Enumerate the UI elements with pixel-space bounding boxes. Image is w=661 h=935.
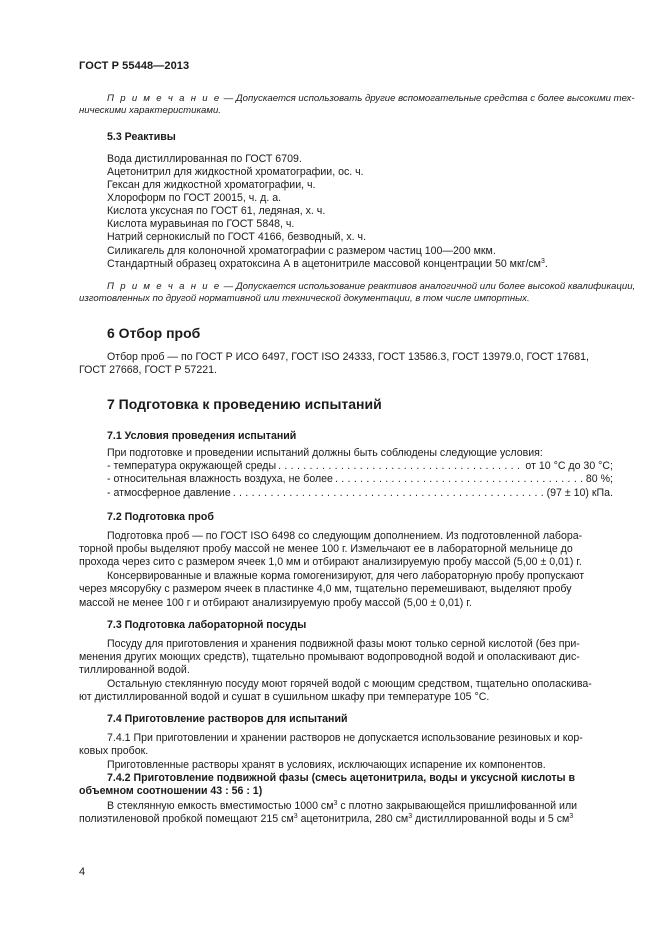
text-line: прохода через сито с размером ячеек 1,0 мм и отбирают анализируемую пробу массой (5,00 ± 0,01) г.	[79, 556, 582, 568]
section-6-text-line-2: ГОСТ 27668, ГОСТ Р 57221.	[79, 364, 217, 376]
text-line: В стеклянную емкость вместимостью 1000 $см^3$ с плотно закрывающейся пришлифованной или	[107, 800, 578, 812]
section-5-3-title: 5.3 Реактивы	[107, 131, 176, 143]
reagent-item: Силикагель для колоночной хроматографии с размером частиц 100—200 мкм.	[107, 245, 496, 257]
reagent-item: Ацетонитрил для жидкостной хроматографии, ос. ч.	[107, 166, 364, 178]
text-line: через мясорубку с размером ячеек в пластинке 4,0 мм, тщательно перемешивают, выделяют пробу	[79, 583, 572, 595]
reagent-item: Гексан для жидкостной хроматографии, ч.	[107, 179, 316, 191]
section-7-1-title: 7.1 Условия проведения испытаний	[107, 430, 297, 442]
conditions-intro: При подготовке и проведении испытаний должны быть соблюдены следующие условия:	[107, 447, 543, 459]
text-line: тиллированной водой.	[79, 664, 190, 676]
reagent-item: Кислота муравьиная по ГОСТ 5848, ч.	[107, 218, 295, 230]
standard-header: ГОСТ Р 55448—2013	[79, 60, 190, 72]
text-line: менения других моющих средств), тщательно промывают водопроводной водой и ополаскивают дис-	[79, 651, 580, 663]
text-line: Остальную стеклянную посуду моют горячей водой с моющим средством, тщательно ополаскива-	[107, 678, 592, 690]
condition-row-humidity: - относительная влажность воздуха, не более . . . 80 %;	[107, 473, 613, 486]
text-line: ют дистиллированной водой и сушат в сушильном шкафу при температуре 105 °С.	[79, 691, 490, 703]
reagent-item: Хлороформ по ГОСТ 20015, ч. д. а.	[107, 192, 282, 204]
subsection-7-4-2-title-line-2: объемном соотношении 43 : 56 : 1)	[79, 785, 263, 797]
text-line: массой не менее 100 г и отбирают анализируемую пробу массой (5,00 ± 0,01) г.	[79, 597, 472, 609]
reagent-item-standard-sample: Стандартный образец охратоксина А в ацетонитриле массовой концентрации 50 мкг/$см^3$.	[107, 258, 548, 270]
text-line: торной пробы выделяют пробу массой не менее 100 г. Измельчают ее в лабораторной мельнице до	[79, 543, 573, 555]
note-text: — Допускается использование реактивов аналогичной или более высокой квалификации,	[220, 281, 636, 292]
page-number: 4	[79, 866, 86, 878]
section-7-title: 7 Подготовка к проведению испытаний	[107, 396, 382, 412]
text-line: Подготовка проб — по ГОСТ ISO 6498 со следующим дополнением. Из подготовленной лабора-	[107, 530, 583, 542]
condition-row-temperature: - температура окружающей среды . . . от 10 °С до 30 °С;	[107, 460, 613, 473]
note-1-line-1	[107, 93, 635, 105]
note-2-line-1	[107, 281, 635, 293]
subsection-7-4-2-title-line-1: 7.4.2 Приготовление подвижной фазы (смесь ацетонитрила, воды и уксусной кислоты в	[107, 772, 576, 784]
section-7-2-title: 7.2 Подготовка проб	[107, 511, 214, 523]
note-label: П р и м е ч а н и е	[107, 93, 221, 104]
text-line: Посуду для приготовления и хранения подвижной фазы моют только серной кислотой (без при-	[107, 638, 580, 650]
note-1-line-2: ническими характеристиками.	[79, 105, 221, 116]
condition-row-pressure: - атмосферное давление . . . (97 ± 10) кПа.	[107, 487, 613, 500]
reagent-item: Вода дистиллированная по ГОСТ 6709.	[107, 153, 302, 165]
note-label: П р и м е ч а н и е	[107, 281, 221, 292]
text-line: 7.4.1 При приготовлении и хранении растворов не допускается использование резиновых и кор-	[107, 732, 583, 744]
reagent-item: Натрий сернокислый по ГОСТ 4166, безводный, х. ч.	[107, 231, 367, 243]
section-6-text-line-1: Отбор проб — по ГОСТ Р ИСО 6497, ГОСТ ISO 24333, ГОСТ 13586.3, ГОСТ 13979.0, ГОСТ 17681,	[107, 351, 589, 363]
note-2-line-2: изготовленных по другой нормативной или технической документации, в том числе импортных.	[79, 293, 530, 304]
text-line: Консервированные и влажные корма гомогенизируют, для чего лабораторную пробу пропускают	[107, 570, 585, 582]
text-line: Приготовленные растворы хранят в условиях, исключающих испарение их компонентов.	[107, 759, 546, 771]
section-6-title: 6 Отбор проб	[107, 325, 201, 341]
section-7-3-title: 7.3 Подготовка лабораторной посуды	[107, 619, 307, 631]
text-line: полиэтиленовой пробкой помещают 215 $см^3$ ацетонитрила, 280 $см^3$ дистиллированной воды и 5 $см^3$	[79, 813, 574, 825]
note-text: — Допускается использовать другие вспомогательные средства с более высокими тех-	[220, 93, 635, 104]
reagent-item: Кислота уксусная по ГОСТ 61, ледяная, х. ч.	[107, 205, 326, 217]
section-7-4-title: 7.4 Приготовление растворов для испытаний	[107, 713, 348, 725]
text-line: ковых пробок.	[79, 745, 149, 757]
